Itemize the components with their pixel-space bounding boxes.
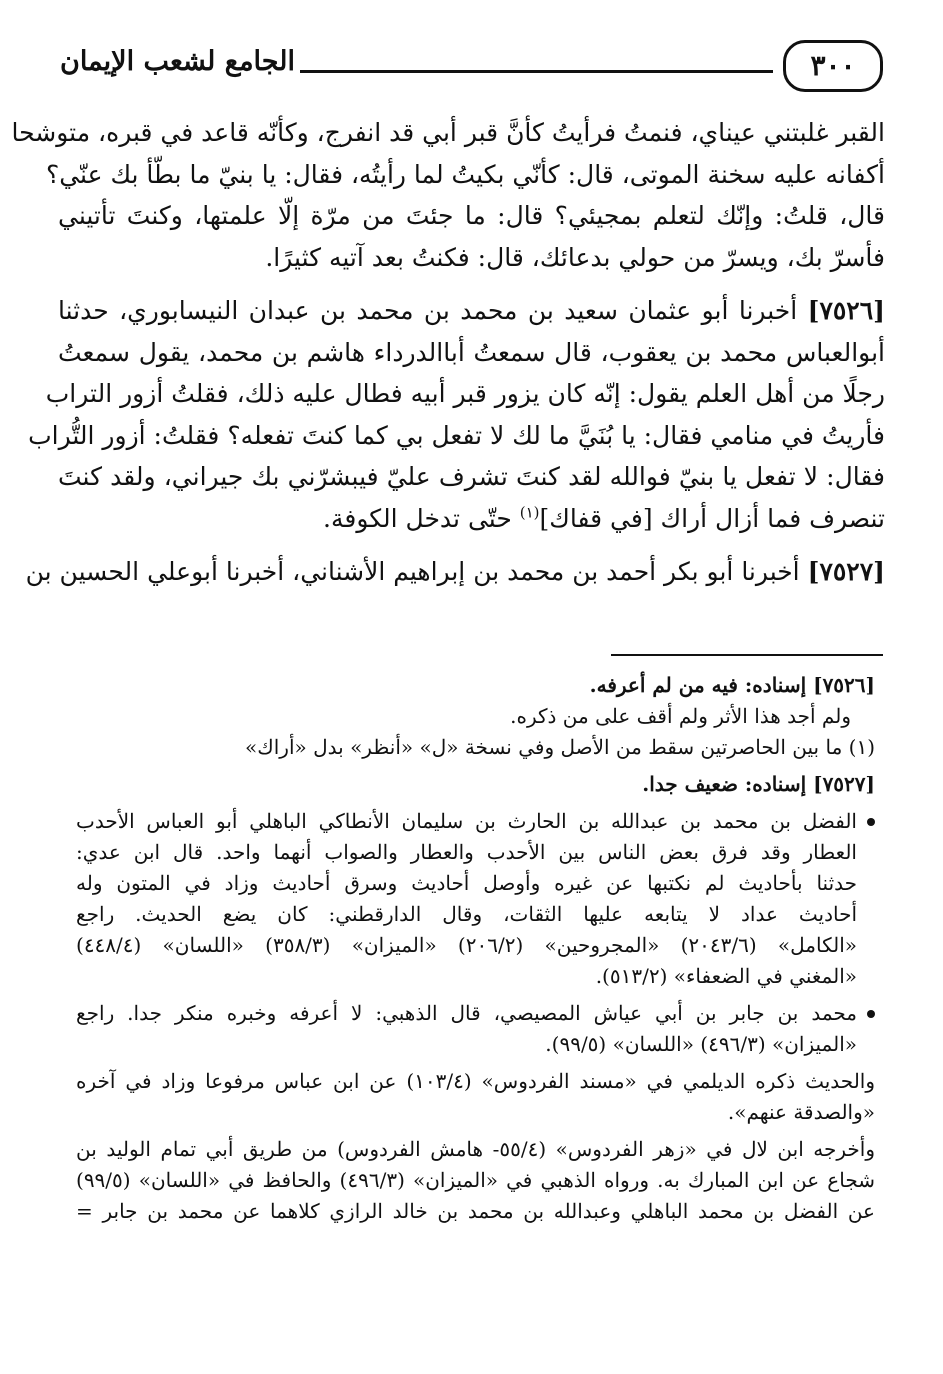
text-line: فقال: لا تفعل يا بنيّ فوالله لقد كنتَ تشرف عليّ فيبشرّني بك جيراني، ولقد كنتَ <box>58 462 885 491</box>
narrator-note-2 <box>76 998 875 1060</box>
footnote-line: أحاديث عداد لا يتابعه عليها الثقات، وقال الدارقطني: كان يضع الحديث. راجع <box>76 902 857 926</box>
book-title: الجامع لشعب الإيمان <box>60 46 295 77</box>
text-line <box>25 551 885 593</box>
page-header <box>60 34 883 104</box>
text-segment: حتّى تدخل الكوفة. <box>323 503 520 533</box>
bullet-icon <box>867 818 875 826</box>
footnote-divider <box>611 654 883 656</box>
footnote-line: حدثنا بأحاديث لم نكتبها عن غيره وأوصل أحاديث وسرق أحاديث وزاد في المتون وله <box>76 871 858 895</box>
footnote-line: «الكامل» (٢٠٤٣/٦) «المجروحين» (٢٠٦/٢) «الميزان» (٣٥٨/٣) «اللسان» (٤٤٨/٤) <box>76 933 858 957</box>
text-segment: تنصرف فما أزال أراك [في قفاك] <box>539 503 885 533</box>
text-line: القبر غلبتني عيناي، فنمتُ فرأيتُ كأنَّ قبر أبي قد انفرج، وكأنّه قاعد في قبره، متوشحا <box>11 118 885 147</box>
text-line: فأريتُ في منامي فقال: يا بُنَيَّ ما لك لا تفعل بي كما كنتَ تفعله؟ فقلتُ: أزور التُّراب <box>28 420 885 450</box>
text-line <box>58 498 885 540</box>
footnote-7527 <box>76 769 875 800</box>
paragraph-7526 <box>28 290 885 539</box>
header-rule <box>300 70 773 73</box>
text-line: فأسرّ بك، ويسرّ من حولي بدعائك، قال: فكنتُ بعد آتيه كثيرًا. <box>265 242 885 272</box>
footnotes <box>76 670 875 1233</box>
text-line <box>58 290 885 332</box>
footnote-line: «المغني في الضعفاء» (٥١٣/٢). <box>595 964 857 988</box>
footnote-marker: (١) <box>519 503 540 522</box>
text-line: رجلًا من أهل العلم يقول: إنّه كان يزور قبر أبيه فطال عليه ذلك، فقلتُ أزور التراب <box>45 379 885 408</box>
footnote-heading: [٧٥٢٦] إسناده: فيه من لم أعرفه. <box>589 673 875 697</box>
takhrij-note-2 <box>76 1134 875 1227</box>
footnote-7526 <box>76 670 875 763</box>
main-text <box>11 112 885 605</box>
paragraph-7527 <box>25 551 885 593</box>
footnote-heading: [٧٥٢٧] إسناده: ضعيف جدا. <box>642 772 875 796</box>
text-line: قال، قلتُ: وإنّك لتعلم بمجيئي؟ قال: ما جئتَ من مرّة إلّا علمتها، وكنتَ تأتيني <box>58 201 885 230</box>
footnote-line: وأخرجه ابن لال في «زهر الفردوس» (٥٥/٤- هامش الفردوس) من طريق أبي تمام الوليد بن <box>76 1137 876 1161</box>
footnote-line: شجاع عن ابن المبارك به. ورواه الذهبي في «الميزان» (٤٩٦/٣) والحافظ في «اللسان» (٩٩/٥) <box>76 1168 875 1192</box>
page-number: ٣٠٠ <box>783 40 883 92</box>
footnote-line: والحديث ذكره الديلمي في «مسند الفردوس» (١٠٣/٤) عن ابن عباس مرفوعا وزاد في آخره <box>76 1069 876 1093</box>
text-segment: أخبرنا أبو عثمان سعيد بن محمد بن محمد بن عبدان النيسابوري، حدثنا <box>58 296 798 325</box>
footnote-line: الفضل بن محمد بن عبدالله بن الحارث بن سليمان الأنطاكي الباهلي أبو العباس الأحدب <box>76 809 857 833</box>
hadith-number: [٧٥٢٦] <box>807 296 885 325</box>
text-line: أبوالعباس محمد بن يعقوب، قال سمعتُ أباالدرداء هاشم بن محمد، يقول سمعتُ <box>58 337 885 367</box>
footnote-line: محمد بن جابر بن أبي عياش المصيصي، قال الذهبي: لا أعرفه وخبره منكر جدا. راجع <box>76 1001 858 1025</box>
takhrij-note-1 <box>76 1066 875 1128</box>
footnote-line: «الميزان» (٤٩٦/٣) «اللسان» (٩٩/٥). <box>545 1032 857 1056</box>
bullet-icon <box>867 1010 875 1018</box>
paragraph-1 <box>11 112 885 278</box>
text-line: أكفانه عليه سخنة الموتى، قال: كأنّي بكيتُ لما رأيتُه، فقال: يا بنيّ ما بطّأ بك عنّي؟ <box>45 159 885 189</box>
text-segment: أخبرنا أبو بكر أحمد بن محمد بن إبراهيم الأشناني، أخبرنا أبوعلي الحسين بن <box>25 557 800 586</box>
footnote-line: عن الفضل بن محمد الباهلي وعبدالله بن محمد بن خالد الرازي كلاهما عن محمد بن جابر = <box>76 1199 875 1223</box>
footnote-line: «والصدقة عنهم». <box>727 1100 875 1124</box>
footnote-note: (١) ما بين الحاصرتين سقط من الأصل وفي نسخة «ل» «أنظر» بدل «أراك» <box>245 735 875 759</box>
narrator-note-1 <box>76 806 875 992</box>
footnote-line: العطار وقد فرق بعض الناس بين الأحدب والعطار والصواب أنهما واحد. قال ابن عدي: <box>76 840 857 864</box>
hadith-number: [٧٥٢٧] <box>807 557 885 586</box>
footnote-line: ولم أجد هذا الأثر ولم أقف على من ذكره. <box>510 704 851 728</box>
